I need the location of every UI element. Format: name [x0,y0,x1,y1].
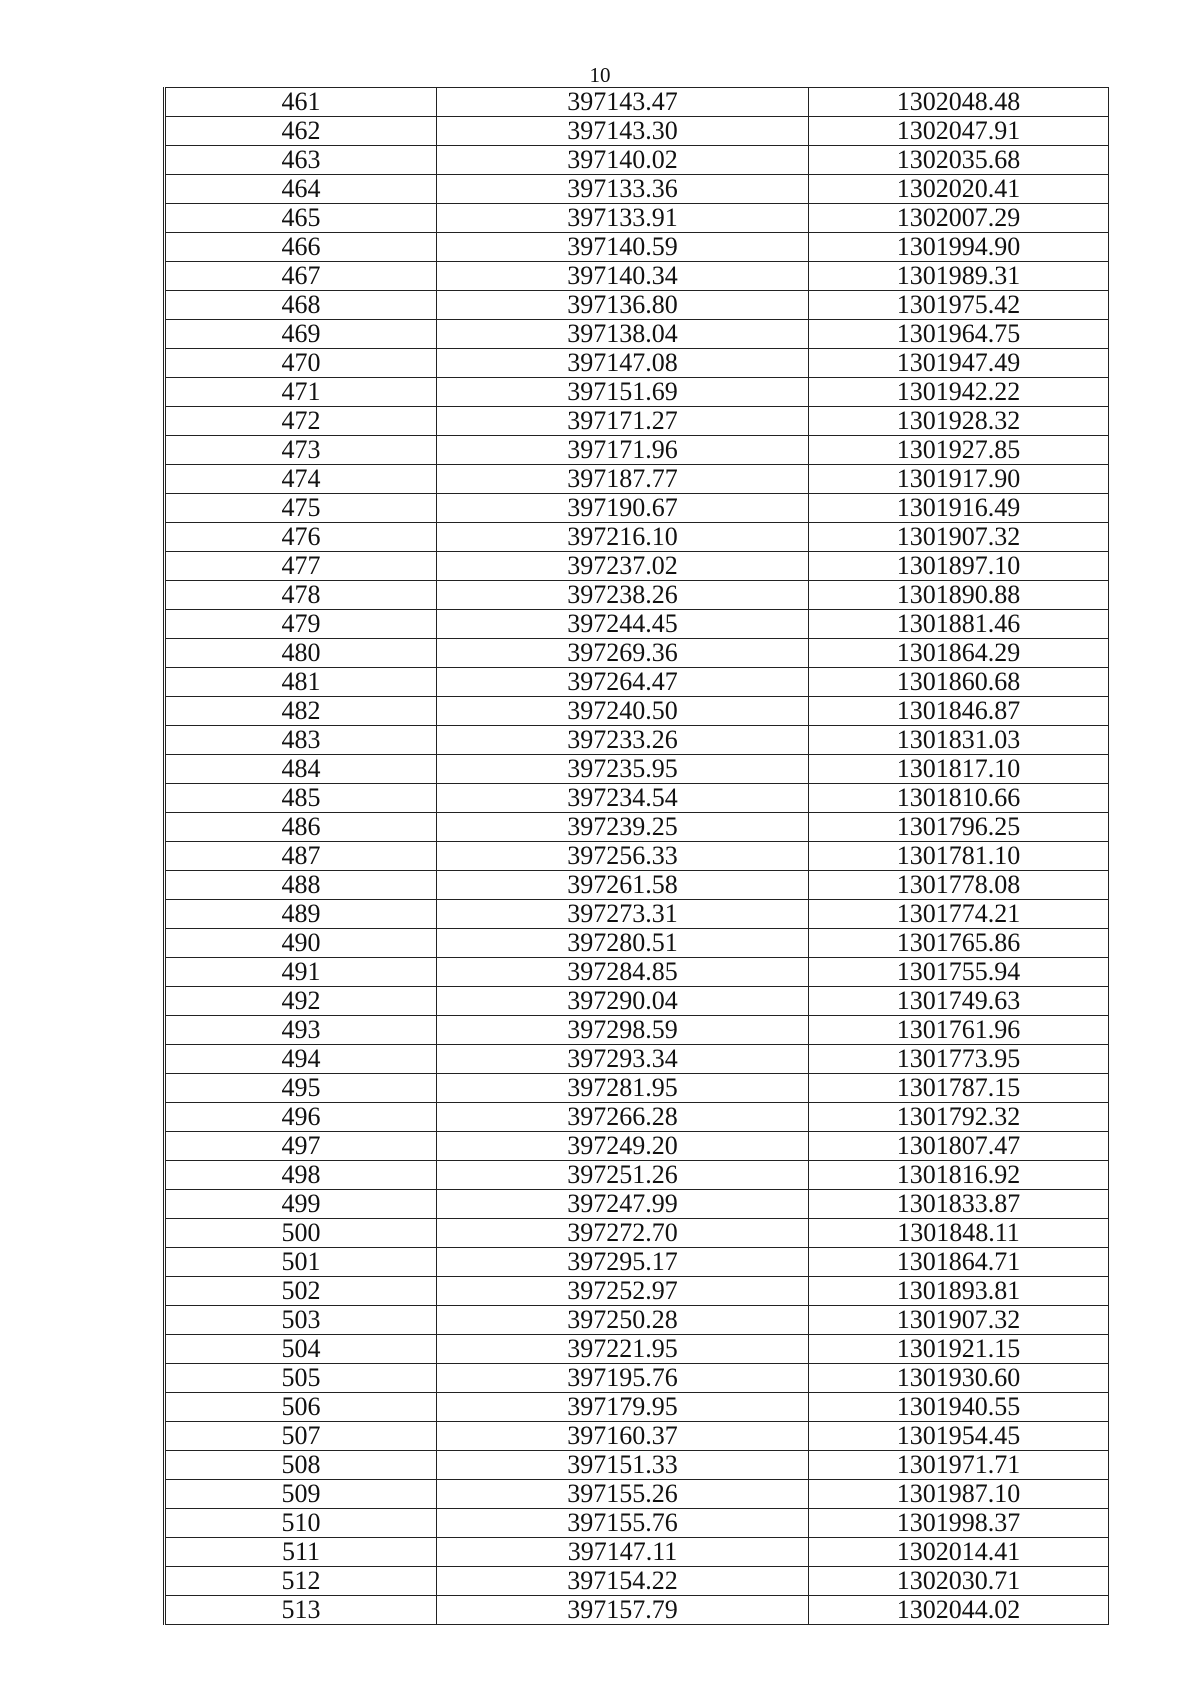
table-row [165,987,1109,1016]
point-number-cell: 495 [165,1074,437,1103]
table-row [165,88,1109,117]
point-number-cell: 496 [165,1103,437,1132]
y-coordinate-cell: 1301890.88 [809,581,1109,610]
point-number-cell: 499 [165,1190,437,1219]
point-number-cell: 487 [165,842,437,871]
point-number-cell: 473 [165,436,437,465]
y-coordinate-cell: 1301848.11 [809,1219,1109,1248]
table-row [165,1306,1109,1335]
x-coordinate-cell: 397247.99 [437,1190,809,1219]
point-number-cell: 478 [165,581,437,610]
table-row [165,1190,1109,1219]
point-number-cell: 509 [165,1480,437,1509]
y-coordinate-cell: 1301954.45 [809,1422,1109,1451]
y-coordinate-cell: 1301778.08 [809,871,1109,900]
x-coordinate-cell: 397147.08 [437,349,809,378]
y-coordinate-cell: 1301831.03 [809,726,1109,755]
table-row [165,871,1109,900]
y-coordinate-cell: 1301796.25 [809,813,1109,842]
x-coordinate-cell: 397234.54 [437,784,809,813]
point-number-cell: 480 [165,639,437,668]
x-coordinate-cell: 397272.70 [437,1219,809,1248]
point-number-cell: 481 [165,668,437,697]
x-coordinate-cell: 397151.33 [437,1451,809,1480]
x-coordinate-cell: 397290.04 [437,987,809,1016]
y-coordinate-cell: 1301774.21 [809,900,1109,929]
point-number-cell: 492 [165,987,437,1016]
table-row [165,552,1109,581]
y-coordinate-cell: 1301807.47 [809,1132,1109,1161]
x-coordinate-cell: 397261.58 [437,871,809,900]
x-coordinate-cell: 397250.28 [437,1306,809,1335]
y-coordinate-cell: 1302020.41 [809,175,1109,204]
table-row [165,1074,1109,1103]
table-row [165,1045,1109,1074]
y-coordinate-cell: 1301998.37 [809,1509,1109,1538]
y-coordinate-cell: 1302030.71 [809,1567,1109,1596]
point-number-cell: 485 [165,784,437,813]
point-number-cell: 510 [165,1509,437,1538]
x-coordinate-cell: 397160.37 [437,1422,809,1451]
point-number-cell: 493 [165,1016,437,1045]
x-coordinate-cell: 397221.95 [437,1335,809,1364]
table-row [165,146,1109,175]
point-number-cell: 477 [165,552,437,581]
point-number-cell: 465 [165,204,437,233]
y-coordinate-cell: 1301749.63 [809,987,1109,1016]
x-coordinate-cell: 397140.02 [437,146,809,175]
table-row [165,1335,1109,1364]
y-coordinate-cell: 1301792.32 [809,1103,1109,1132]
point-number-cell: 479 [165,610,437,639]
table-row [165,262,1109,291]
point-number-cell: 482 [165,697,437,726]
table-row [165,1480,1109,1509]
y-coordinate-cell: 1301810.66 [809,784,1109,813]
table-row [165,523,1109,552]
point-number-cell: 484 [165,755,437,784]
table-row [165,813,1109,842]
point-number-cell: 503 [165,1306,437,1335]
table-row [165,610,1109,639]
point-number-cell: 486 [165,813,437,842]
x-coordinate-cell: 397195.76 [437,1364,809,1393]
point-number-cell: 475 [165,494,437,523]
table-row [165,1596,1109,1625]
x-coordinate-cell: 397133.91 [437,204,809,233]
table-row [165,1132,1109,1161]
point-number-cell: 469 [165,320,437,349]
x-coordinate-cell: 397179.95 [437,1393,809,1422]
x-coordinate-cell: 397154.22 [437,1567,809,1596]
table-row [165,1364,1109,1393]
y-coordinate-cell: 1301773.95 [809,1045,1109,1074]
x-coordinate-cell: 397171.27 [437,407,809,436]
y-coordinate-cell: 1302007.29 [809,204,1109,233]
table-row [165,349,1109,378]
y-coordinate-cell: 1301921.15 [809,1335,1109,1364]
table-row [165,668,1109,697]
y-coordinate-cell: 1301907.32 [809,523,1109,552]
point-number-cell: 467 [165,262,437,291]
table-row [165,1103,1109,1132]
x-coordinate-cell: 397252.97 [437,1277,809,1306]
table-row [165,175,1109,204]
table-row [165,436,1109,465]
y-coordinate-cell: 1302048.48 [809,88,1109,117]
table-row [165,1219,1109,1248]
point-number-cell: 500 [165,1219,437,1248]
x-coordinate-cell: 397237.02 [437,552,809,581]
x-coordinate-cell: 397143.47 [437,88,809,117]
point-number-cell: 494 [165,1045,437,1074]
y-coordinate-cell: 1301897.10 [809,552,1109,581]
point-number-cell: 466 [165,233,437,262]
y-coordinate-cell: 1301916.49 [809,494,1109,523]
point-number-cell: 474 [165,465,437,494]
x-coordinate-cell: 397244.45 [437,610,809,639]
x-coordinate-cell: 397273.31 [437,900,809,929]
y-coordinate-cell: 1301971.71 [809,1451,1109,1480]
x-coordinate-cell: 397298.59 [437,1016,809,1045]
x-coordinate-cell: 397281.95 [437,1074,809,1103]
x-coordinate-cell: 397216.10 [437,523,809,552]
point-number-cell: 488 [165,871,437,900]
y-coordinate-cell: 1301940.55 [809,1393,1109,1422]
x-coordinate-cell: 397249.20 [437,1132,809,1161]
y-coordinate-cell: 1301947.49 [809,349,1109,378]
table-row [165,697,1109,726]
table-row [165,842,1109,871]
x-coordinate-cell: 397143.30 [437,117,809,146]
y-coordinate-cell: 1302044.02 [809,1596,1109,1625]
table-row [165,1451,1109,1480]
y-coordinate-cell: 1301917.90 [809,465,1109,494]
table-row [165,1161,1109,1190]
y-coordinate-cell: 1301765.86 [809,929,1109,958]
table-row [165,494,1109,523]
x-coordinate-cell: 397136.80 [437,291,809,320]
table-row [165,958,1109,987]
table-row [165,1422,1109,1451]
point-number-cell: 461 [165,88,437,117]
y-coordinate-cell: 1302035.68 [809,146,1109,175]
point-number-cell: 489 [165,900,437,929]
table-row [165,639,1109,668]
page-number: 10 [589,63,611,87]
table-row [165,1248,1109,1277]
table-row [165,1538,1109,1567]
y-coordinate-cell: 1301881.46 [809,610,1109,639]
y-coordinate-cell: 1301787.15 [809,1074,1109,1103]
y-coordinate-cell: 1301761.96 [809,1016,1109,1045]
point-number-cell: 463 [165,146,437,175]
point-number-cell: 464 [165,175,437,204]
y-coordinate-cell: 1301994.90 [809,233,1109,262]
table-row [165,755,1109,784]
x-coordinate-cell: 397295.17 [437,1248,809,1277]
x-coordinate-cell: 397239.25 [437,813,809,842]
x-coordinate-cell: 397269.36 [437,639,809,668]
point-number-cell: 498 [165,1161,437,1190]
x-coordinate-cell: 397155.76 [437,1509,809,1538]
y-coordinate-cell: 1301755.94 [809,958,1109,987]
x-coordinate-cell: 397238.26 [437,581,809,610]
point-number-cell: 513 [165,1596,437,1625]
y-coordinate-cell: 1301864.71 [809,1248,1109,1277]
y-coordinate-cell: 1301975.42 [809,291,1109,320]
table-row [165,929,1109,958]
x-coordinate-cell: 397266.28 [437,1103,809,1132]
x-coordinate-cell: 397157.79 [437,1596,809,1625]
x-coordinate-cell: 397233.26 [437,726,809,755]
x-coordinate-cell: 397280.51 [437,929,809,958]
table-row [165,1567,1109,1596]
y-coordinate-cell: 1301846.87 [809,697,1109,726]
y-coordinate-cell: 1301864.29 [809,639,1109,668]
point-number-cell: 483 [165,726,437,755]
table-row [165,320,1109,349]
x-coordinate-cell: 397256.33 [437,842,809,871]
y-coordinate-cell: 1301860.68 [809,668,1109,697]
point-number-cell: 490 [165,929,437,958]
table-row [165,1016,1109,1045]
y-coordinate-cell: 1302047.91 [809,117,1109,146]
point-number-cell: 512 [165,1567,437,1596]
table-row [165,378,1109,407]
x-coordinate-cell: 397251.26 [437,1161,809,1190]
y-coordinate-cell: 1301833.87 [809,1190,1109,1219]
point-number-cell: 462 [165,117,437,146]
table-row [165,233,1109,262]
table-row [165,900,1109,929]
table-row [165,291,1109,320]
x-coordinate-cell: 397155.26 [437,1480,809,1509]
coordinates-table [163,87,1109,1625]
point-number-cell: 491 [165,958,437,987]
point-number-cell: 508 [165,1451,437,1480]
point-number-cell: 472 [165,407,437,436]
table-row [165,1277,1109,1306]
x-coordinate-cell: 397140.34 [437,262,809,291]
x-coordinate-cell: 397284.85 [437,958,809,987]
x-coordinate-cell: 397171.96 [437,436,809,465]
x-coordinate-cell: 397240.50 [437,697,809,726]
x-coordinate-cell: 397293.34 [437,1045,809,1074]
y-coordinate-cell: 1301816.92 [809,1161,1109,1190]
point-number-cell: 504 [165,1335,437,1364]
table-row [165,465,1109,494]
x-coordinate-cell: 397264.47 [437,668,809,697]
y-coordinate-cell: 1301964.75 [809,320,1109,349]
table-row [165,581,1109,610]
x-coordinate-cell: 397140.59 [437,233,809,262]
point-number-cell: 502 [165,1277,437,1306]
y-coordinate-cell: 1301989.31 [809,262,1109,291]
table-row [165,204,1109,233]
point-number-cell: 505 [165,1364,437,1393]
y-coordinate-cell: 1301907.32 [809,1306,1109,1335]
point-number-cell: 507 [165,1422,437,1451]
x-coordinate-cell: 397147.11 [437,1538,809,1567]
table-row [165,1393,1109,1422]
y-coordinate-cell: 1301817.10 [809,755,1109,784]
x-coordinate-cell: 397187.77 [437,465,809,494]
table-row [165,784,1109,813]
y-coordinate-cell: 1301942.22 [809,378,1109,407]
point-number-cell: 470 [165,349,437,378]
table-row [165,726,1109,755]
x-coordinate-cell: 397138.04 [437,320,809,349]
x-coordinate-cell: 397235.95 [437,755,809,784]
point-number-cell: 471 [165,378,437,407]
point-number-cell: 468 [165,291,437,320]
point-number-cell: 476 [165,523,437,552]
y-coordinate-cell: 1301928.32 [809,407,1109,436]
x-coordinate-cell: 397190.67 [437,494,809,523]
table-row [165,407,1109,436]
y-coordinate-cell: 1301893.81 [809,1277,1109,1306]
point-number-cell: 511 [165,1538,437,1567]
point-number-cell: 497 [165,1132,437,1161]
table-row [165,117,1109,146]
y-coordinate-cell: 1301781.10 [809,842,1109,871]
y-coordinate-cell: 1302014.41 [809,1538,1109,1567]
x-coordinate-cell: 397133.36 [437,175,809,204]
x-coordinate-cell: 397151.69 [437,378,809,407]
table-row [165,1509,1109,1538]
coordinates-table-body [165,88,1109,1625]
point-number-cell: 501 [165,1248,437,1277]
y-coordinate-cell: 1301927.85 [809,436,1109,465]
point-number-cell: 506 [165,1393,437,1422]
y-coordinate-cell: 1301987.10 [809,1480,1109,1509]
y-coordinate-cell: 1301930.60 [809,1364,1109,1393]
